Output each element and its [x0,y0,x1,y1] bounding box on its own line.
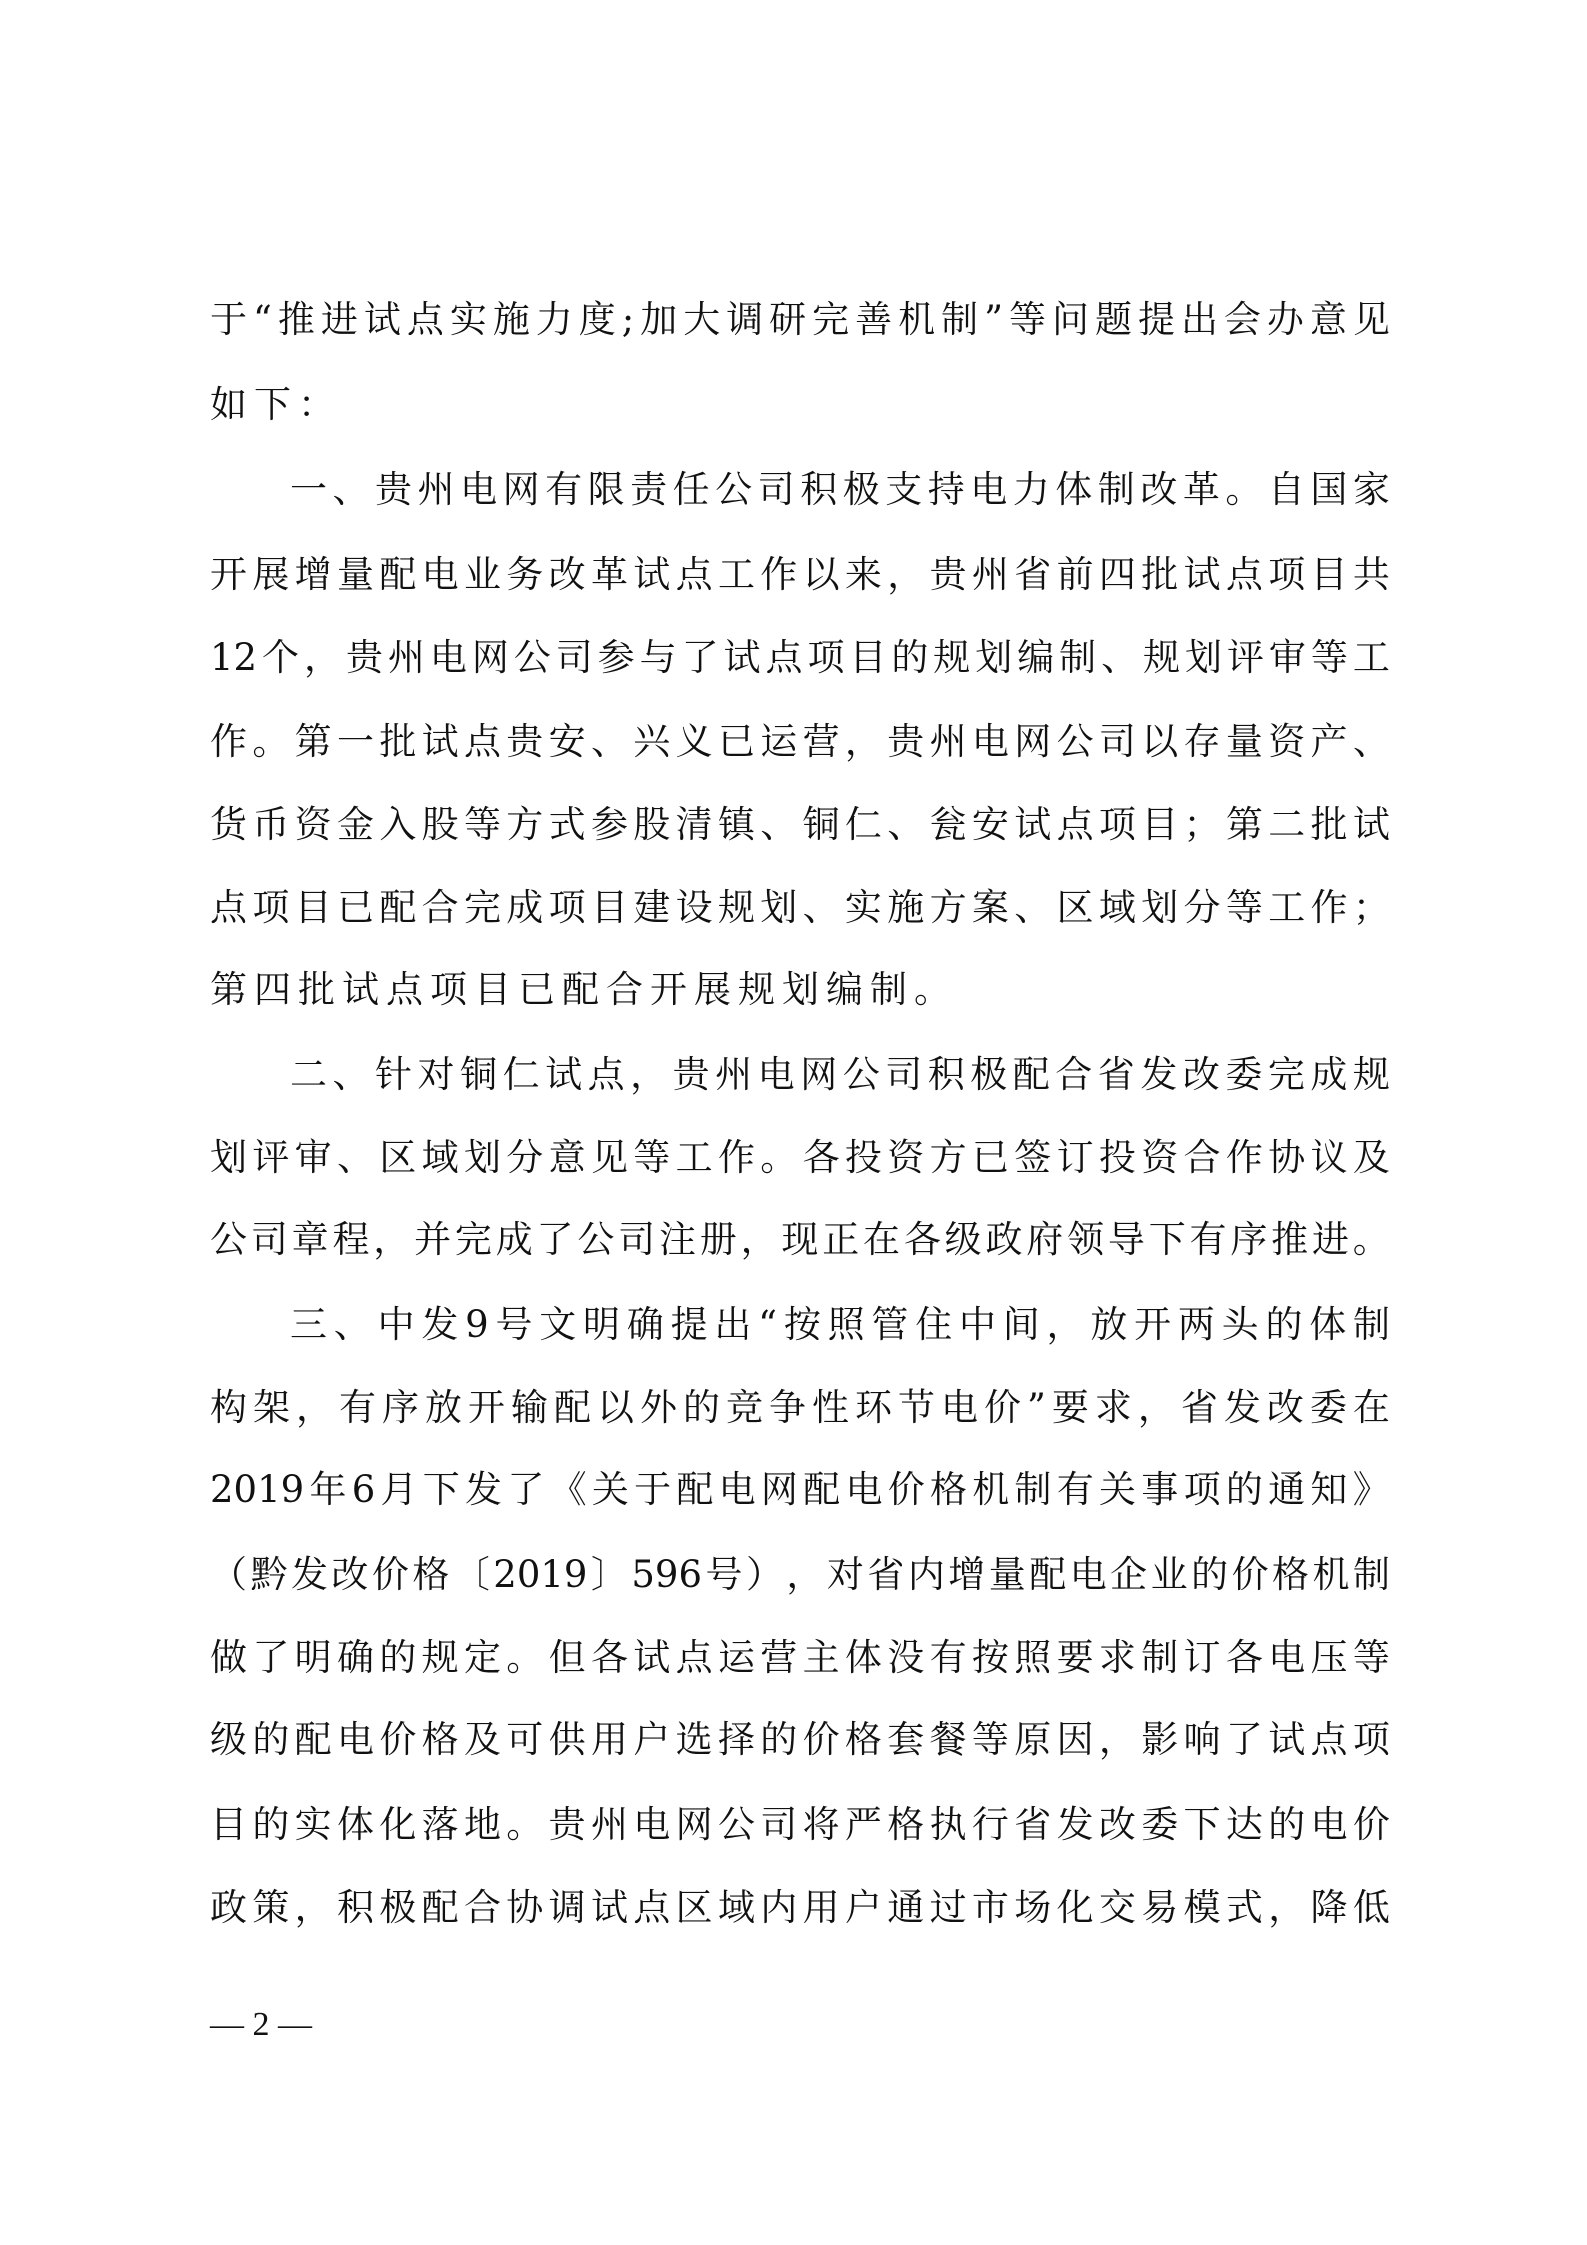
body-line: 划 评 审 、 区 域 划 分 意 见 等 工 作 。 各 投 资 方 已 签 订 投 资 合 作 协 议 及 [210,1136,1390,1179]
paragraph-3-line: 三 、 中 发 9 号 文 明 确 提 出 “ 按 照 管 住 中 间 ， 放 开 两 头 的 体 制 [290,1303,1390,1346]
body-line: 于 “ 推 进 试 点 实 施 力 度 ; 加 大 调 研 完 善 机 制 ” 等 问 题 提 出 会 办 意 见 [210,298,1390,341]
body-line: 12 个 ， 贵 州 电 网 公 司 参 与 了 试 点 项 目 的 规 划 编 制 、 规 划 评 审 等 工 [210,636,1390,679]
body-line: 点 项 目 已 配 合 完 成 项 目 建 设 规 划 、 实 施 方 案 、 区 域 划 分 等 工 作 ； [210,886,1390,929]
body-line: 第四批试点项目已配合开展规划编制。 [210,968,958,1011]
body-line: （ 黔 发 改 价 格 〔 2019 〕 596 号 ） ， 对 省 内 增 量 配 电 企 业 的 价 格 机 制 [210,1553,1390,1596]
body-line: 公 司 章 程 ， 并 完 成 了 公 司 注 册 ， 现 正 在 各 级 政 府 领 导 下 有 序 推 进 。 [210,1218,1390,1261]
body-line: 级 的 配 电 价 格 及 可 供 用 户 选 择 的 价 格 套 餐 等 原 因 ， 影 响 了 试 点 项 [210,1718,1390,1761]
paragraph-2-line: 二 、 针 对 铜 仁 试 点 ， 贵 州 电 网 公 司 积 极 配 合 省 发 改 委 完 成 规 [290,1053,1390,1096]
body-line: 如下： [210,383,342,426]
body-line: 政 策 ， 积 极 配 合 协 调 试 点 区 域 内 用 户 通 过 市 场 化 交 易 模 式 ， 降 低 [210,1886,1390,1929]
paragraph-1-line: 一 、 贵 州 电 网 有 限 责 任 公 司 积 极 支 持 电 力 体 制 改 革 。 自 国 家 [290,468,1390,511]
page-number: — 2 — [210,2006,312,2043]
body-line: 2019 年 6 月 下 发 了 《 关 于 配 电 网 配 电 价 格 机 制 有 关 事 项 的 通 知 》 [210,1468,1390,1511]
body-line: 构 架 ， 有 序 放 开 输 配 以 外 的 竞 争 性 环 节 电 价 ” 要 求 ， 省 发 改 委 在 [210,1386,1390,1429]
body-line: 货 币 资 金 入 股 等 方 式 参 股 清 镇 、 铜 仁 、 瓮 安 试 点 项 目 ； 第 二 批 试 [210,803,1390,846]
body-line: 作 。 第 一 批 试 点 贵 安 、 兴 义 已 运 营 ， 贵 州 电 网 公 司 以 存 量 资 产 、 [210,720,1390,763]
body-line: 做 了 明 确 的 规 定 。 但 各 试 点 运 营 主 体 没 有 按 照 要 求 制 订 各 电 压 等 [210,1636,1390,1679]
body-line: 目 的 实 体 化 落 地 。 贵 州 电 网 公 司 将 严 格 执 行 省 发 改 委 下 达 的 电 价 [210,1803,1390,1846]
body-line: 开 展 增 量 配 电 业 务 改 革 试 点 工 作 以 来 ， 贵 州 省 前 四 批 试 点 项 目 共 [210,553,1390,596]
